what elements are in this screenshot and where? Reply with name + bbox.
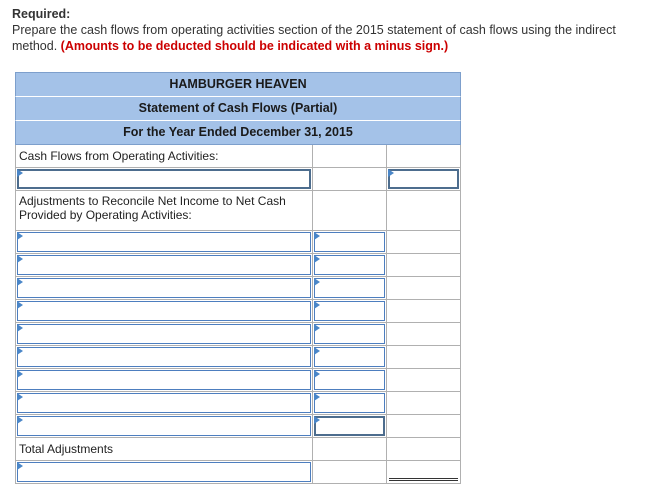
required-heading: Required: <box>12 7 71 21</box>
dropdown-marker-icon <box>17 232 23 240</box>
adjustment-label-input[interactable] <box>17 370 311 390</box>
adjustment-label-cell <box>16 369 313 392</box>
total-adjustments-cell <box>387 438 461 461</box>
adjustment-amount-input[interactable] <box>314 232 385 252</box>
adjustment-amount-cell <box>313 323 387 346</box>
dropdown-marker-icon <box>314 301 320 309</box>
net-income-total-cell <box>387 168 461 191</box>
empty-cell <box>387 254 461 277</box>
adjustment-amount-input[interactable] <box>314 416 385 436</box>
adjustment-label-cell <box>16 300 313 323</box>
net-income-label-input[interactable] <box>17 169 311 189</box>
dropdown-marker-icon <box>17 347 23 355</box>
net-income-label-cell <box>16 168 313 191</box>
adjustment-label-input[interactable] <box>17 255 311 275</box>
adjustment-label-cell <box>16 231 313 254</box>
dropdown-marker-icon <box>17 301 23 309</box>
operating-activities-label: Cash Flows from Operating Activities: <box>16 145 313 168</box>
adjustment-row <box>15 369 461 392</box>
total-adjustments-row <box>15 438 461 461</box>
adjustment-amount-cell <box>313 300 387 323</box>
empty-cell <box>387 145 461 168</box>
empty-cell <box>387 346 461 369</box>
adjustment-amount-cell <box>313 254 387 277</box>
dropdown-marker-icon <box>17 278 23 286</box>
dropdown-marker-icon <box>17 255 23 263</box>
adjustment-label-cell <box>16 277 313 300</box>
adjustment-amount-input[interactable] <box>314 301 385 321</box>
net-cash-total-cell <box>387 461 461 484</box>
cash-flow-worksheet <box>15 72 461 484</box>
net-cash-label-cell <box>16 461 313 484</box>
adjustment-amount-cell <box>313 369 387 392</box>
net-income-row <box>15 168 461 191</box>
adjustment-amount-cell <box>313 392 387 415</box>
dropdown-marker-icon <box>388 169 394 177</box>
empty-cell <box>313 145 387 168</box>
adjustment-amount-cell <box>313 277 387 300</box>
adjustment-label-input[interactable] <box>17 301 311 321</box>
operating-activities-row <box>15 145 461 168</box>
net-cash-row <box>15 461 461 484</box>
minus-sign-note: (Amounts to be deducted should be indicated with a minus sign.) <box>60 39 449 53</box>
company-name: HAMBURGER HEAVEN <box>15 72 461 96</box>
double-underline <box>389 478 458 481</box>
empty-cell <box>387 277 461 300</box>
dropdown-marker-icon <box>314 255 320 263</box>
dropdown-marker-icon <box>314 393 320 401</box>
adjustment-label-input[interactable] <box>17 232 311 252</box>
net-cash-label-input[interactable] <box>17 462 311 482</box>
instructions <box>12 6 638 54</box>
adjustment-label-input[interactable] <box>17 416 311 436</box>
empty-cell <box>387 191 461 231</box>
empty-cell <box>313 168 387 191</box>
empty-cell <box>387 369 461 392</box>
adjustment-row <box>15 300 461 323</box>
empty-cell <box>387 415 461 438</box>
adjustment-label-cell <box>16 254 313 277</box>
instruction-text: Prepare the cash flows from operating activities section of the 2015 statement of cash flows using the indirect method. <box>12 23 616 53</box>
adjustment-amount-input[interactable] <box>314 255 385 275</box>
adjustment-label-input[interactable] <box>17 347 311 367</box>
adjustment-label-input[interactable] <box>17 324 311 344</box>
adjustments-label: Adjustments to Reconcile Net Income to Net Cash Provided by Operating Activities: <box>16 191 313 231</box>
dropdown-marker-icon <box>314 232 320 240</box>
adjustment-amount-cell <box>313 346 387 369</box>
dropdown-marker-icon <box>17 462 23 470</box>
adjustment-amount-input[interactable] <box>314 393 385 413</box>
net-income-total-input[interactable] <box>388 169 459 189</box>
adjustment-amount-input[interactable] <box>314 347 385 367</box>
adjustment-amount-input[interactable] <box>314 370 385 390</box>
total-adjustments-label: Total Adjustments <box>16 438 313 461</box>
adjustment-label-cell <box>16 323 313 346</box>
adjustment-row <box>15 277 461 300</box>
dropdown-marker-icon <box>17 393 23 401</box>
adjustment-amount-cell <box>313 415 387 438</box>
empty-cell <box>313 191 387 231</box>
adjustment-row <box>15 415 461 438</box>
statement-period: For the Year Ended December 31, 2015 <box>15 120 461 145</box>
empty-cell <box>387 300 461 323</box>
adjustment-amount-cell <box>313 231 387 254</box>
adjustment-label-input[interactable] <box>17 393 311 413</box>
adjustment-row <box>15 231 461 254</box>
dropdown-marker-icon <box>17 416 23 424</box>
dropdown-marker-icon <box>17 169 23 177</box>
empty-cell <box>387 231 461 254</box>
empty-cell <box>387 392 461 415</box>
empty-cell <box>387 323 461 346</box>
adjustment-label-input[interactable] <box>17 278 311 298</box>
dropdown-marker-icon <box>17 324 23 332</box>
dropdown-marker-icon <box>314 370 320 378</box>
dropdown-marker-icon <box>314 278 320 286</box>
empty-cell <box>313 461 387 484</box>
dropdown-marker-icon <box>314 416 320 424</box>
adjustment-label-cell <box>16 415 313 438</box>
adjustment-row <box>15 392 461 415</box>
adjustment-row <box>15 346 461 369</box>
adjustments-heading-row <box>15 191 461 231</box>
adjustment-amount-input[interactable] <box>314 324 385 344</box>
adjustment-label-cell <box>16 392 313 415</box>
adjustment-label-cell <box>16 346 313 369</box>
statement-title: Statement of Cash Flows (Partial) <box>15 96 461 120</box>
adjustment-row <box>15 323 461 346</box>
dropdown-marker-icon <box>17 370 23 378</box>
dropdown-marker-icon <box>314 324 320 332</box>
adjustment-row <box>15 254 461 277</box>
empty-cell <box>313 438 387 461</box>
adjustment-amount-input[interactable] <box>314 278 385 298</box>
dropdown-marker-icon <box>314 347 320 355</box>
